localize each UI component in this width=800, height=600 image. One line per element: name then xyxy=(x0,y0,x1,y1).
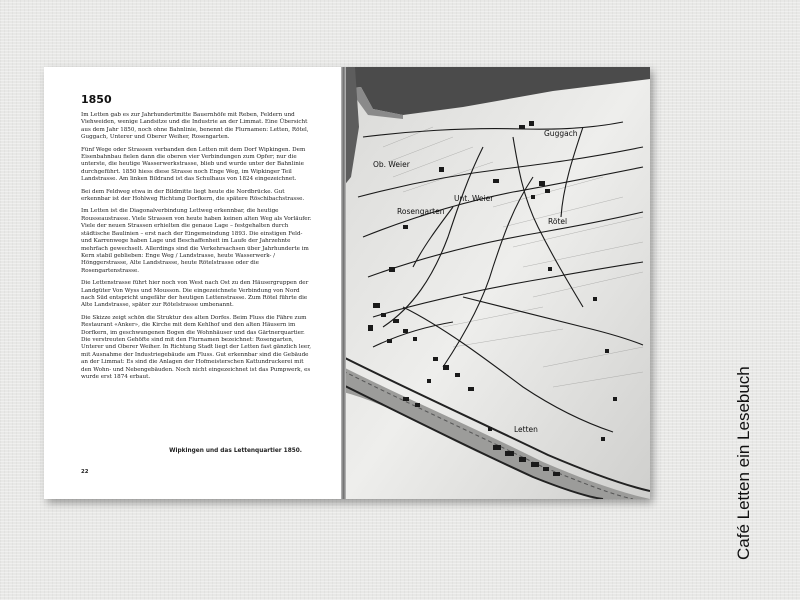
historic-map xyxy=(343,67,650,499)
left-page xyxy=(44,67,343,499)
body-text xyxy=(81,112,313,386)
page-number: 22 xyxy=(81,469,89,475)
paragraph: Im Letten gab es zur Jahrhundertmitte Bauernhöfe mit Reben, Feldern und Viehweiden, wenige Landsitze und die Industrie an der Limmat. Eine Übersicht aus dem Jahr 1850, noch ohne Bahnlinie, benennt die Flurnamen: Letten, Rötel, Guggach, Unterer und Oberer Weiher, Rosengarten. xyxy=(81,112,309,141)
map-label-guggach: Guggach xyxy=(544,129,578,138)
paragraph: Die Skizze zeigt schön die Struktur des alten Dorfes. Beim Fluss die Fähre zum Restaurant «Anker», die Kirche mit dem Kehlhof und den alten Häusern im Dorfkern, im geschwungenen Bogen die Wohnhäuser und das Gärtnerquartier. Die verstreuten Gehöfte sind mit den Flurnamen bezeichnet: Rosengarten, Unterer und Oberer Weiher. In Richtung Stadt liegt der Letten fast gänzlich leer, mit Ausnahme der Industriegebäude am Fluss. Gut erkennbar sind die Gebäude an der Limmat: Es sind die Anlagen der Hofmeisterschen Kattundruckerei mit den Wohn- und Nebengebäuden. Noch nicht eingezeichnet ist das Pumpwerk, es wurde erst 1874 erbaut. xyxy=(81,314,312,380)
open-book xyxy=(44,67,650,499)
map-label-letten: Letten xyxy=(514,425,538,434)
side-title: Café Letten ein Lesebuch xyxy=(734,366,753,560)
map-label-rosengarten: Rosengarten xyxy=(397,207,445,216)
book-gutter xyxy=(341,67,346,499)
map-label-ob-weier: Ob. Weier xyxy=(373,160,410,169)
right-page-map xyxy=(343,67,650,499)
figure-caption: Wipkingen und das Lettenquartier 1850. xyxy=(169,448,302,454)
map-label-roetel: Rötel xyxy=(548,217,568,226)
map-background xyxy=(343,67,650,499)
paragraph: Bei dem Feldweg etwa in der Bildmitte liegt heute die Nordbrücke. Gut erkennbar ist der Hohlweg Richtung Dorfkern, die spätere Röschibachstrasse. xyxy=(81,188,305,203)
paragraph: Im Letten ist die Diagonalverbindung Lettweg erkennbar, die heutige Rousseaustrasse. Viele Strassen von heute haben keinen alten Weg als Vorläufer. Viele der neuen Strassen erhielten die genaue Lage – festgehalten durch städtische Baulinien – erst nach der Eingemeindung 1893. Die einstigen Feld- und Karrenwege haben Lage und Beschaffenheit im Laufe der Jahrzehnte mehrfach gewechselt. Allerdings sind die Verkehrsachsen über Jahrhunderte im Kern stabil geblieben: Enge Weg / Landstrasse, heute Wasserwerk- / Hönggerstrasse, Alte Landstrasse, heute Rötelstrasse oder die Rosengartenstrasse. xyxy=(81,208,312,274)
paragraph: Die Lettenstrasse führt hier noch von West nach Ost zu den Häusergruppen der Landgüter Von Wyss und Mousson. Die eingezeichnete Verbindung von Nord nach Süd entspricht ungefähr der heutigen Lettenstrasse. Zum Rötel führte die Alte Landstrasse, später zur Rötelstrasse umbenannt. xyxy=(81,280,309,309)
map-label-unt-weier: Unt. Weier xyxy=(454,194,494,203)
section-heading-year: 1850 xyxy=(81,93,112,106)
paragraph: Fünf Wege oder Strassen verbanden den Letten mit dem Dorf Wipkingen. Dem Eisenbahnbau fielen dann die oberen vier Verbindungen zum Opfer; nur die unterste, die heutige Wasserwerkstrasse, blieb und wurde unter der Bahnlinie durchgeführt. 1850 hiess diese Strasse noch Enge Weg, im Wipkinger Teil Landstrasse. Am linken Bildrand ist das Schulhaus von 1824 eingezeichnet. xyxy=(81,146,306,183)
